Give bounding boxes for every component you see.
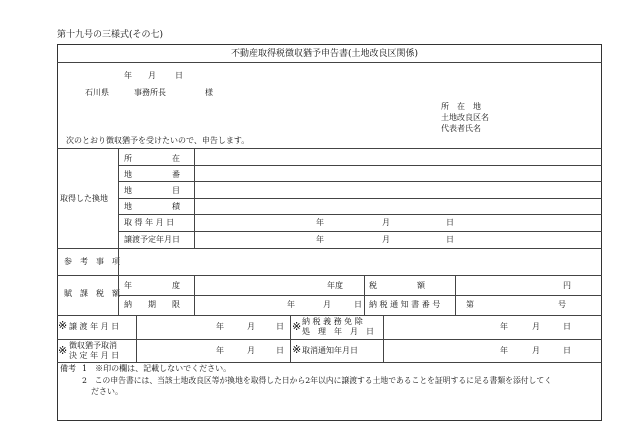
payment-due-label: 納 期 限 [124,300,180,309]
notes-heading: 備考 [60,364,76,373]
row-divider [57,339,602,340]
cancel-notice-year[interactable]: 年 [500,346,508,355]
transfer-month[interactable]: 月 [247,322,255,331]
section-divider [57,362,602,363]
title-divider [57,62,602,63]
cancel-notice-label: 取消通知年月日 [302,346,358,355]
cancel-label-line1: 徴収猶予取消 [69,341,117,350]
exemption-label-line2: 処 理 年 月 日 [302,327,374,336]
exemption-asterisk: ※ [292,320,302,333]
acquisition-year[interactable]: 年 [316,218,324,227]
addressee-office-chief: 事務所長 [134,88,166,97]
planned-transfer-year[interactable]: 年 [316,235,324,244]
note-1: 1 ※印の欄は、記載しないでください。 [82,364,232,373]
addressee-honorific: 様 [205,88,213,97]
exemption-year[interactable]: 年 [500,322,508,331]
row-divider [118,295,602,296]
cancel-notice-day[interactable]: 日 [563,346,571,355]
section-divider [57,248,602,249]
transfer-date-asterisk: ※ [58,319,68,332]
applicant-address-label: 所 在 地 [441,102,481,111]
exemption-label-line1: 納 税 義 務 免 除 [302,317,363,326]
notice-number-suffix: 号 [558,300,566,309]
payment-due-year[interactable]: 年 [287,300,295,309]
applicant-representative-label: 代表者氏名 [441,124,481,133]
cancel-notice-month[interactable]: 月 [532,346,540,355]
transfer-year[interactable]: 年 [216,322,224,331]
row-divider [118,181,602,182]
transfer-date-label: 譲 渡 年 月 日 [69,322,120,331]
land-category-label: 地 目 [124,186,180,195]
reference-label: 参 考 事 項 [64,257,120,266]
row-divider [118,165,602,166]
notice-number-label: 納 税 通 知 書 番 号 [369,300,441,309]
submission-year[interactable]: 年 [124,71,132,80]
submission-day[interactable]: 日 [175,71,183,80]
transfer-day[interactable]: 日 [276,322,284,331]
section-divider [57,315,602,316]
row-divider [118,231,602,232]
cancel-month[interactable]: 月 [247,346,255,355]
cancel-day[interactable]: 日 [276,346,284,355]
cancel-asterisk: ※ [58,344,68,357]
acquisition-date-label: 取 得 年 月 日 [124,218,175,227]
intro-text: 次のとおり徴収猶予を受けたいので、申告します。 [66,136,250,145]
land-lot-number-label: 地 番 [124,170,180,179]
exemption-day[interactable]: 日 [563,322,571,331]
acquisition-day[interactable]: 日 [446,218,454,227]
submission-month[interactable]: 月 [148,71,156,80]
section-divider [57,275,602,276]
note-2-line1: 2 この申告書には、当該土地改良区等が換地を取得した日から2年以内に譲渡する土地であることを証明するに足る書類を添付してく [82,376,552,385]
acquisition-month[interactable]: 月 [382,218,390,227]
exemption-month[interactable]: 月 [532,322,540,331]
cancel-label-line2: 決 定 年 月 日 [69,351,120,360]
fiscal-year-label: 年 度 [124,281,180,290]
form-number: 第十九号の三様式(その七) [57,30,164,40]
row-divider [118,198,602,199]
form-title: 不動産取得税徴収猶予申告書(土地改良区関係) [231,49,419,59]
planned-transfer-day[interactable]: 日 [446,235,454,244]
notice-number-prefix: 第 [466,300,474,309]
cancel-year[interactable]: 年 [216,346,224,355]
payment-due-month[interactable]: 月 [323,300,331,309]
assessment-label: 賦 課 税 額 [64,289,120,298]
fiscal-year-unit: 年度 [327,281,343,290]
reference-border [118,248,119,275]
land-location-label: 所 在 [124,154,180,163]
yen-unit: 円 [563,281,571,290]
land-area-label: 地 積 [124,202,180,211]
intro-divider [57,148,602,149]
applicant-district-label: 土地改良区名 [441,113,489,122]
addressee-prefecture: 石川県 [85,88,109,97]
note-2-line2: ださい。 [91,387,123,396]
payment-due-day[interactable]: 日 [354,300,362,309]
tax-amount-label: 税 額 [369,281,425,290]
cancel-notice-asterisk: ※ [292,343,302,356]
acquired-land-label: 取得した換地 [60,194,108,203]
row-divider [118,214,602,215]
planned-transfer-month[interactable]: 月 [382,235,390,244]
planned-transfer-date-label: 譲渡予定年月日 [124,235,180,244]
